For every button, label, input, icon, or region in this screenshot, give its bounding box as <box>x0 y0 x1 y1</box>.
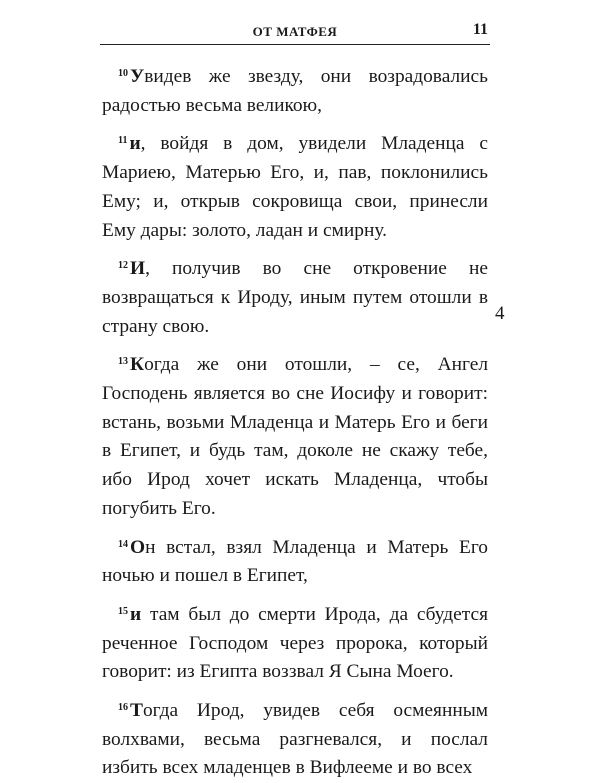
verse-15 <box>102 598 488 687</box>
verse-10 <box>102 60 488 120</box>
verse-13 <box>102 348 488 523</box>
verse-12 <box>102 252 488 341</box>
page-number: 11 <box>472 21 488 38</box>
verse-number: 12 <box>118 260 128 272</box>
verse-initial: и <box>129 133 141 155</box>
verse-initial: О <box>130 536 146 558</box>
verse-number: 16 <box>118 702 128 714</box>
verse-number: 11 <box>118 135 128 147</box>
verse-number: 15 <box>118 605 128 617</box>
verse-number: 10 <box>118 68 128 79</box>
running-title: ОТ МАТФЕЯ <box>252 24 338 39</box>
verse-text: огда Ирод, увидев себя осмеянным волхвами, весьма разгневался, и послал избить всех младенцев в Вифлееме и во всех <box>102 700 488 779</box>
verse-text: там был до смерти Ирода, да сбудется реченное Господом через пророка, который говорит: из Египта воззвал Я Сына Моего. <box>102 603 488 683</box>
verse-text: н встал, взял Младенца и Матерь Его ночью и пошел в Египет, <box>102 536 488 587</box>
verse-number: 14 <box>118 538 128 550</box>
scripture-text <box>102 60 488 783</box>
verse-14 <box>102 531 488 591</box>
verse-initial: И <box>130 258 146 280</box>
verse-initial: и <box>130 603 142 625</box>
verse-text: видев же звезду, они возрадовались радостью весьма великою, <box>102 66 488 116</box>
verse-text: , получив во сне откровение не возвращаться к Ироду, иным путем отошли в страну свою. <box>102 258 488 337</box>
verse-16 <box>102 694 488 783</box>
verse-text: огда же они отошли, – се, Ангел Господень является во сне Иосифу и говорит: встань, возьми Младенца и Матерь Его и беги в Египет, и будь там, доколе не скажу тебе, ибо Ирод хочет искать Младенца, чтобы погубить Его. <box>102 354 488 519</box>
verse-text: , войдя в дом, увидели Младенца с Мариею, Матерью Его, и, пав, поклонились Ему; и, открыв сокровища свои, принесли Ему дары: золото, ладан и смирну. <box>102 133 488 241</box>
verse-initial: У <box>130 66 145 87</box>
margin-reference-number: 4 <box>495 303 505 324</box>
verse-initial: Т <box>130 700 143 722</box>
page-header <box>100 22 490 45</box>
verse-11 <box>102 127 488 245</box>
verse-initial: К <box>130 354 145 376</box>
verse-number: 13 <box>118 356 128 368</box>
